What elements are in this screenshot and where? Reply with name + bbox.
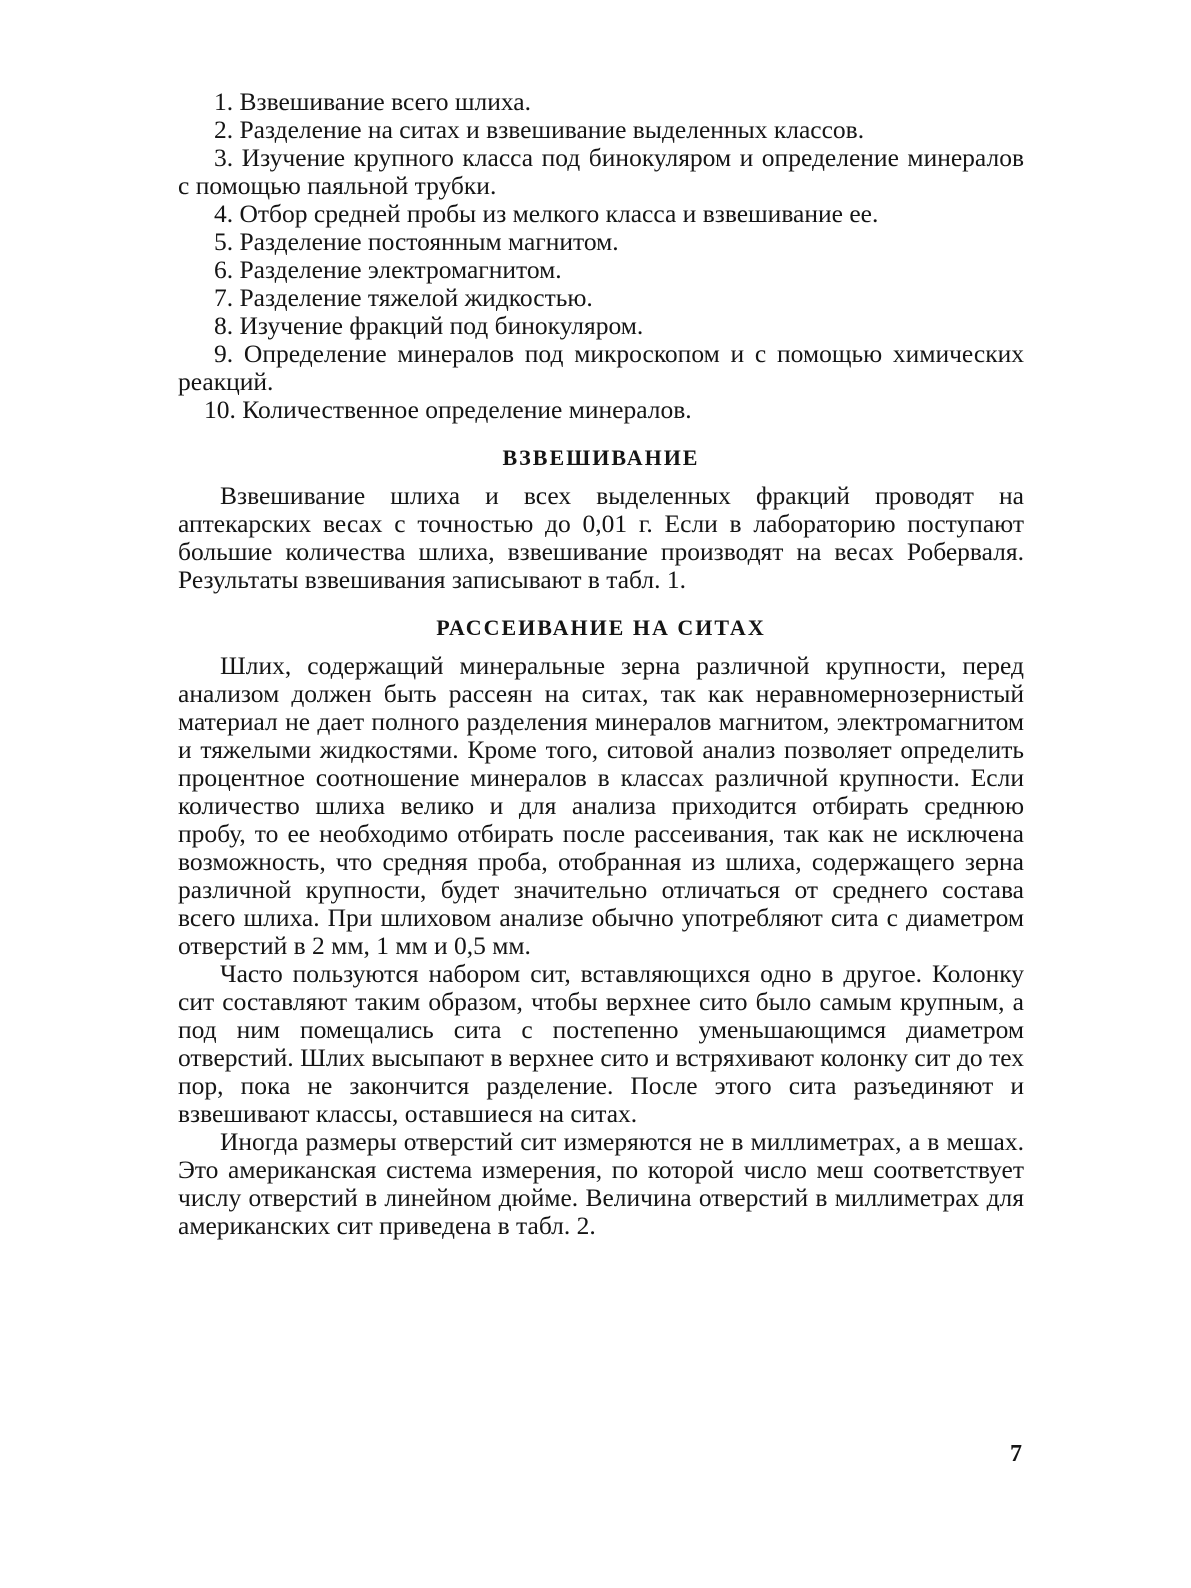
list-item: 10. Количественное определение минералов. xyxy=(204,395,692,424)
analysis-steps-list xyxy=(178,88,1024,424)
list-item: 5. Разделение постоянным магнитом. xyxy=(214,227,619,256)
list-item: 2. Разделение на ситах и взвешивание выделенных классов. xyxy=(214,115,865,144)
list-item: 7. Разделение тяжелой жидкостью. xyxy=(214,283,593,312)
page-number: 7 xyxy=(1010,1441,1022,1467)
paragraph-sieving-3: Иногда размеры отверстий сит измеряются не в миллиметрах, а в мешах. Это американская система измерения, по которой число меш соответствует числу отверстий в линейном дюйме. Величина отверстий в миллиметрах для американских сит приведена в табл. 2. xyxy=(178,1127,1024,1240)
section-heading-sieving: РАССЕИВАНИЕ НА СИТАХ xyxy=(436,615,766,640)
section-heading-weighing: ВЗВЕШИВАНИЕ xyxy=(502,445,700,470)
list-item: 3. Изучение крупного класса под бинокуляром и определение минералов с помощью паяльной трубки. xyxy=(178,143,1024,200)
list-item: 8. Изучение фракций под бинокуляром. xyxy=(214,311,644,340)
paragraph-sieving-1: Шлих, содержащий минеральные зерна различной крупности, перед анализом должен быть рассеян на ситах, так как неравномернозернистый материал не дает полного разделения минералов магнитом, электромагнитом и тяжелыми жидкостями. Кроме того, ситовой анализ позволяет определить процентное соотношение минералов в классах различной крупности. Если количество шлиха велико и для анализа приходится отбирать среднюю пробу, то ее необходимо отбирать после рассеивания, так как не исключена возможность, что средняя проба, отобранная из шлиха, содержащего зерна различной крупности, будет значительно отличаться от среднего состава всего шлиха. При шлиховом анализе обычно употребляют сита с диаметром отверстий в 2 мм, 1 мм и 0,5 мм. xyxy=(178,651,1024,960)
list-item: 6. Разделение электромагнитом. xyxy=(214,255,562,284)
paragraph-weighing: Взвешивание шлиха и всех выделенных фракций проводят на аптекарских весах с точностью до 0,01 г. Если в лабораторию поступают большие количества шлиха, взвешивание производят на весах Роберваля. Результаты взвешивания записывают в табл. 1. xyxy=(178,481,1024,594)
list-item: 4. Отбор средней пробы из мелкого класса и взвешивание ее. xyxy=(214,199,879,228)
list-item: 9. Определение минералов под микроскопом и с помощью химических реакций. xyxy=(178,339,1024,396)
paragraph-sieving-2: Часто пользуются набором сит, вставляющихся одно в другое. Колонку сит составляют таким образом, чтобы верхнее сито было самым крупным, а под ним помещались сита с постепенно уменьшающимся диаметром отверстий. Шлих высыпают в верхнее сито и встряхивают колонку сит до тех пор, пока не закончится разделение. После этого сита разъединяют и взвешивают классы, оставшиеся на ситах. xyxy=(178,959,1024,1128)
page-body xyxy=(178,88,1024,1240)
list-item: 1. Взвешивание всего шлиха. xyxy=(214,87,531,116)
